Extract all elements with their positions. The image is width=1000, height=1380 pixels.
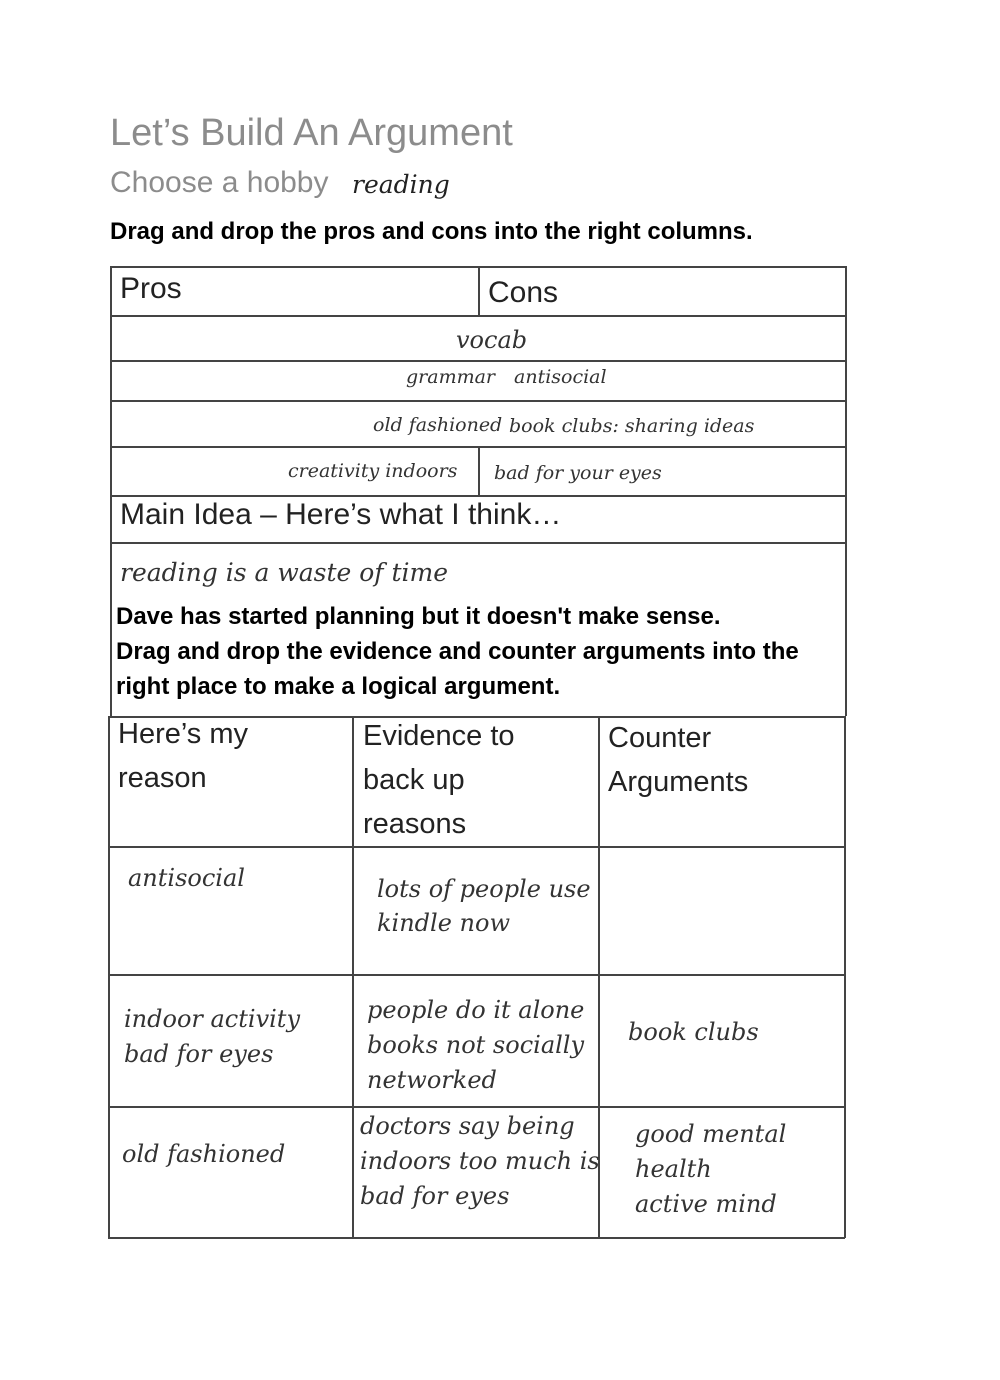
row2-evidence-line1[interactable]: people do it alone [367,996,585,1024]
row3-reason[interactable]: old fashioned [122,1140,286,1168]
row2-evidence-line3[interactable]: networked [367,1066,497,1094]
pros-cons-instruction: Drag and drop the pros and cons into the right columns. [110,218,753,245]
draggable-old-fashioned[interactable]: old fashioned [373,414,503,436]
row2-evidence-line2[interactable]: books not socially [367,1031,585,1059]
header-evidence-line1: Evidence to [363,720,515,752]
header-reason-line1: Here’s my [118,718,248,750]
row3-evidence-line1[interactable]: doctors say being [360,1112,575,1140]
row3-counter-line3[interactable]: active mind [635,1190,777,1218]
draggable-antisocial[interactable]: antisocial [514,366,607,388]
draggable-bad-for-eyes[interactable]: bad for your eyes [494,462,662,484]
hobby-prompt: Choose a hobby [110,166,329,199]
hobby-answer[interactable]: reading [352,170,450,199]
pros-header: Pros [120,272,182,305]
header-evidence-line2: back up [363,764,465,796]
header-reason-line2: reason [118,762,207,794]
argument-instruction-line1: Dave has started planning but it doesn't make sense. [116,603,721,630]
main-idea-answer[interactable]: reading is a waste of time [120,558,449,587]
draggable-vocab[interactable]: vocab [456,326,528,354]
row2-reason-line1[interactable]: indoor activity [124,1005,301,1033]
row3-evidence-line2[interactable]: indoors too much is [360,1147,600,1175]
cons-header: Cons [488,276,559,309]
main-idea-label: Main Idea – Here’s what I think… [120,498,562,531]
header-evidence-line3: reasons [363,808,467,840]
draggable-grammar[interactable]: grammar [406,366,496,388]
row3-counter-line1[interactable]: good mental [635,1120,787,1148]
row2-reason-line2[interactable]: bad for eyes [124,1040,274,1068]
row1-evidence-line1[interactable]: lots of people use [377,875,591,903]
row3-evidence-line3[interactable]: bad for eyes [360,1182,510,1210]
header-counter-line1: Counter [608,722,712,754]
row1-evidence-line2[interactable]: kindle now [377,909,510,937]
page-title: Let’s Build An Argument [110,112,513,154]
row1-reason[interactable]: antisocial [128,864,245,892]
row2-counter[interactable]: book clubs [628,1018,759,1046]
header-counter-line2: Arguments [608,766,749,798]
argument-instruction-line3: right place to make a logical argument. [116,673,561,700]
draggable-creativity-indoors[interactable]: creativity indoors [288,460,458,482]
argument-instruction-line2: Drag and drop the evidence and counter arguments into the [116,638,799,665]
row3-counter-line2[interactable]: health [635,1155,712,1183]
draggable-book-clubs[interactable]: book clubs: sharing ideas [509,415,755,437]
